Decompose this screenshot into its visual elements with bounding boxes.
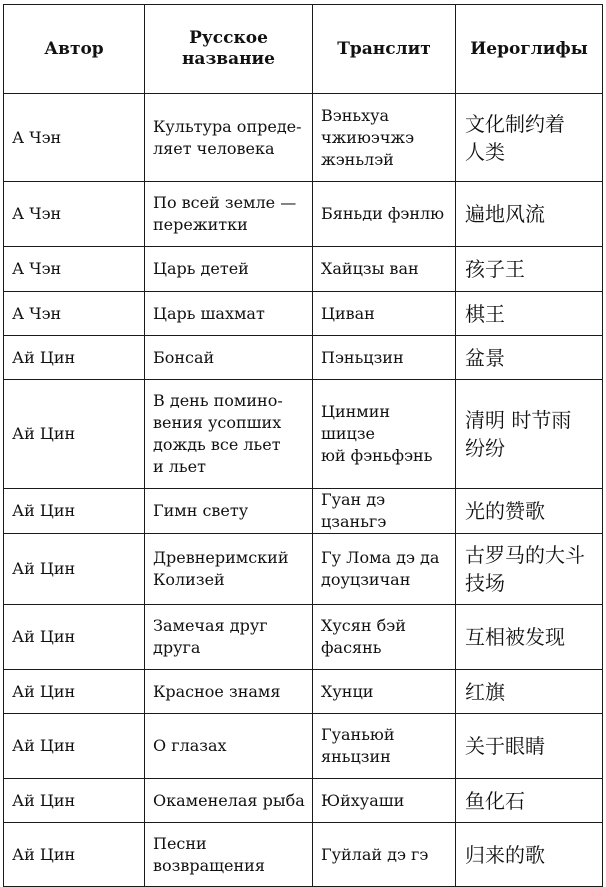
author-text: Ай Цин [12, 501, 76, 520]
hanzi-text: 归来的歌 [465, 842, 545, 867]
author-text: А Чэн [12, 259, 62, 278]
table-header [4, 5, 603, 94]
hanzi-cell [456, 94, 603, 182]
translit-text: Бяньди фэнлю [321, 204, 445, 223]
table-row [4, 714, 603, 779]
author-cell [4, 380, 145, 489]
translit-cell [313, 823, 456, 887]
translit-cell [313, 779, 456, 823]
table-row [4, 670, 603, 714]
title-text: Культура опреде- ляет человека [153, 116, 302, 158]
title-cell [145, 247, 313, 292]
author-cell [4, 292, 145, 336]
table-row [4, 534, 603, 605]
author-text: А Чэн [12, 127, 62, 147]
hanzi-text: 互相被发现 [465, 625, 565, 649]
hanzi-text: 孩子王 [465, 257, 525, 281]
translit-text: Пэньцзин [321, 347, 404, 367]
translit-text: Хусян бэй фасянь [321, 616, 406, 657]
translit-cell [313, 489, 456, 534]
title-cell [145, 336, 313, 380]
hanzi-text: 文化制约着 人类 [465, 111, 565, 164]
title-text: Гимн свету [153, 501, 249, 520]
title-cell [145, 670, 313, 714]
table-row [4, 247, 603, 292]
author-cell [4, 823, 145, 887]
author-cell [4, 247, 145, 292]
header-translit [313, 5, 456, 94]
table-row [4, 823, 603, 887]
hanzi-text: 红旗 [465, 679, 505, 704]
translit-text: Гуаньюй яньцзин [321, 725, 395, 766]
hanzi-cell [456, 670, 603, 714]
translit-text: Гу Лома дэ да доуцзичан [321, 548, 440, 589]
translit-cell [313, 292, 456, 336]
hanzi-cell [456, 247, 603, 292]
hanzi-cell [456, 714, 603, 779]
title-text: Древнеримский Колизей [153, 548, 289, 589]
hanzi-cell [456, 605, 603, 670]
title-cell [145, 534, 313, 605]
hanzi-text: 盆景 [465, 345, 505, 370]
author-cell [4, 336, 145, 380]
translit-cell [313, 247, 456, 292]
hanzi-cell [456, 292, 603, 336]
hanzi-text: 遍地风流 [465, 202, 545, 226]
table-row [4, 489, 603, 534]
translit-cell [313, 182, 456, 247]
translit-text: Юйхуаши [321, 790, 405, 810]
author-cell [4, 714, 145, 779]
author-cell [4, 534, 145, 605]
table-row [4, 336, 603, 380]
title-cell [145, 779, 313, 823]
title-text: Царь детей [153, 259, 249, 278]
author-text: Ай Цин [12, 681, 76, 701]
header-hanzi [456, 5, 603, 94]
header-russian-title-text: Русское название [181, 28, 275, 69]
hanzi-cell [456, 336, 603, 380]
author-text: Ай Цин [12, 844, 76, 864]
author-text: Ай Цин [12, 736, 76, 755]
hanzi-cell [456, 182, 603, 247]
title-text: В день помино- вения усопших дождь все льет и льет [153, 391, 283, 476]
translit-cell [313, 714, 456, 779]
hanzi-text: 古罗马的大斗 技场 [465, 543, 585, 595]
translation-table [3, 4, 603, 887]
hanzi-text: 鱼化石 [465, 788, 525, 813]
author-cell [4, 182, 145, 247]
hanzi-text: 光的赞歌 [465, 499, 545, 523]
translit-text: Циван [321, 303, 375, 323]
title-text: Бонсай [153, 347, 215, 367]
translit-cell [313, 94, 456, 182]
author-cell [4, 489, 145, 534]
header-author-text: Автор [44, 38, 104, 59]
title-text: О глазах [153, 736, 227, 755]
title-text: Замечая друг друга [153, 616, 268, 657]
title-cell [145, 94, 313, 182]
hanzi-cell [456, 779, 603, 823]
translit-text: Гуйлай дэ гэ [321, 844, 429, 864]
author-text: Ай Цин [12, 559, 76, 578]
title-cell [145, 714, 313, 779]
table-row [4, 380, 603, 489]
author-cell [4, 779, 145, 823]
table-row [4, 182, 603, 247]
title-cell [145, 182, 313, 247]
title-cell [145, 292, 313, 336]
table-row [4, 779, 603, 823]
translit-text: Цинмин шицзе юй фэньфэнь [321, 402, 433, 465]
translit-text: Гуан дэ цзаньгэ [321, 490, 387, 531]
translit-cell [313, 605, 456, 670]
author-text: Ай Цин [12, 347, 76, 367]
table-row [4, 292, 603, 336]
hanzi-cell [456, 823, 603, 887]
translit-cell [313, 534, 456, 605]
author-text: А Чэн [12, 204, 62, 223]
translit-cell [313, 380, 456, 489]
title-text: Окаменелая рыба [153, 790, 305, 810]
author-text: А Чэн [12, 303, 62, 323]
title-cell [145, 380, 313, 489]
translit-cell [313, 670, 456, 714]
table-row [4, 605, 603, 670]
author-text: Ай Цин [12, 627, 76, 646]
table-row [4, 94, 603, 182]
header-translit-text: Транслит [337, 38, 431, 59]
header-author [4, 5, 145, 94]
title-text: Красное знамя [153, 681, 281, 701]
hanzi-text: 清明 时节雨 纷纷 [465, 408, 572, 460]
title-text: Царь шахмат [153, 303, 265, 323]
author-cell [4, 605, 145, 670]
table-body [4, 94, 603, 887]
author-text: Ай Цин [12, 790, 76, 810]
header-russian-title [145, 5, 313, 94]
hanzi-cell [456, 489, 603, 534]
translit-text: Хайцзы ван [321, 259, 419, 278]
title-text: Песни возвращения [153, 833, 265, 875]
author-cell [4, 94, 145, 182]
hanzi-cell [456, 534, 603, 605]
translit-text: Вэньхуа чжиюэчжэ жэньлэй [321, 105, 415, 169]
title-text: По всей земле — пережитки [153, 193, 297, 234]
title-cell [145, 823, 313, 887]
header-row [4, 5, 603, 94]
hanzi-text: 棋王 [465, 301, 505, 326]
translit-cell [313, 336, 456, 380]
author-cell [4, 670, 145, 714]
header-hanzi-text: Иероглифы [470, 38, 588, 59]
hanzi-cell [456, 380, 603, 489]
author-text: Ай Цин [12, 424, 76, 443]
title-cell [145, 489, 313, 534]
title-cell [145, 605, 313, 670]
hanzi-text: 关于眼睛 [465, 734, 545, 758]
translit-text: Хунци [321, 681, 374, 701]
